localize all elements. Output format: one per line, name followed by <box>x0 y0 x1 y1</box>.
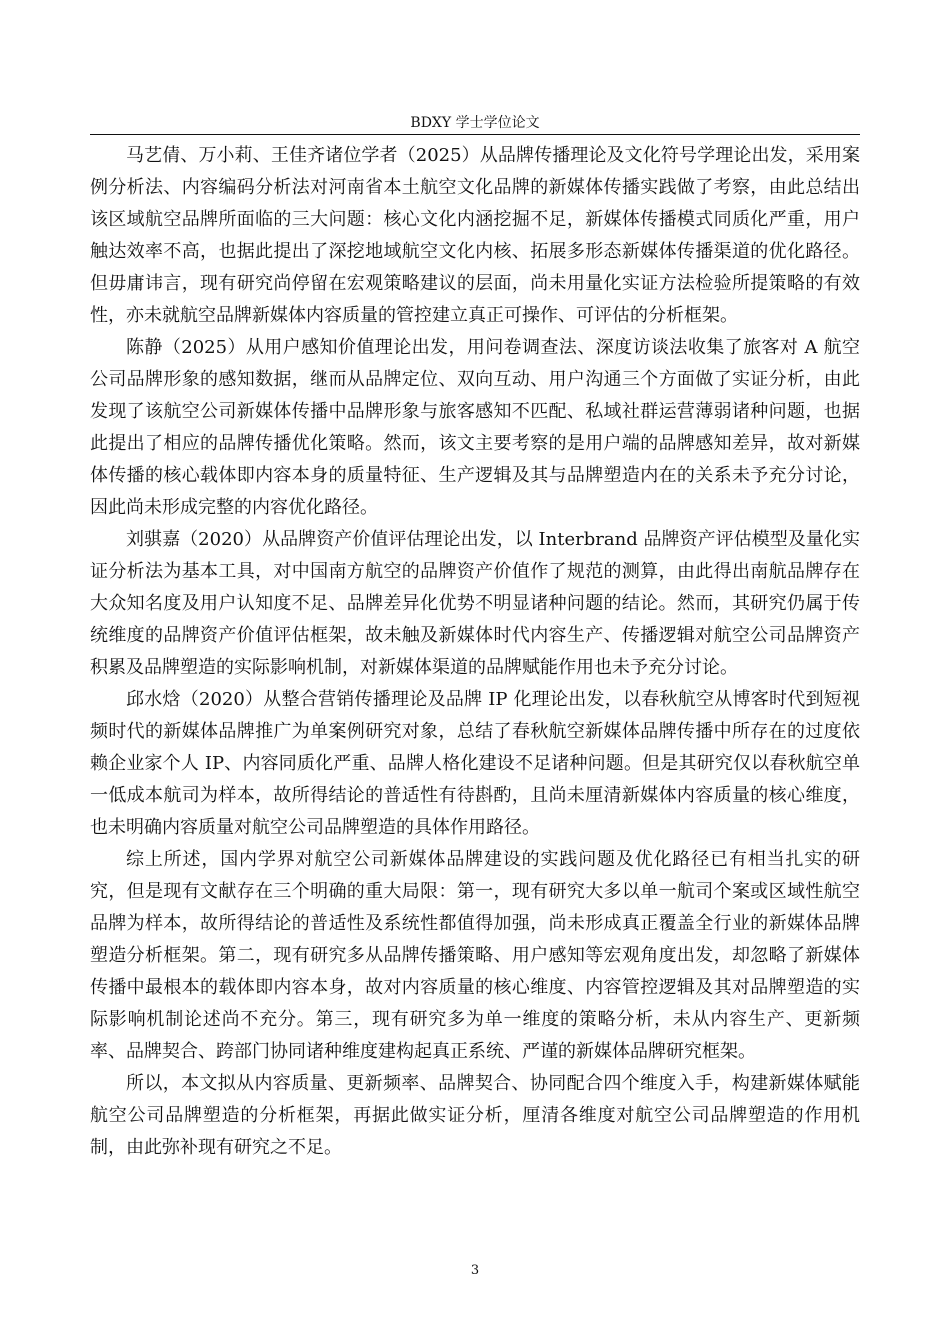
body-paragraph: 刘骐嘉（2020）从品牌资产价值评估理论出发，以 Interbrand 品牌资产评估模型及量化实证分析法为基本工具，对中国南方航空的品牌资产价值作了规范的测算，由此得出南航品牌存在大众知名度及用户认知度不足、品牌差异化优势不明显诸种问题的结论。然而，其研究仍属于传统维度的品牌资产价值评估框架，故未触及新媒体时代内容生产、传播逻辑对航空公司品牌资产积累及品牌塑造的实际影响机制，对新媒体渠道的品牌赋能作用也未予充分讨论。 <box>90 529 860 678</box>
page-number: 3 <box>470 1263 480 1278</box>
body-paragraph: 综上所述，国内学界对航空公司新媒体品牌建设的实践问题及优化路径已有相当扎实的研究，但是现有文献存在三个明确的重大局限：第一，现有研究大多以单一航司个案或区域性航空品牌为样本，故所得结论的普适性及系统性都值得加强，尚未形成真正覆盖全行业的新媒体品牌塑造分析框架。第二，现有研究多从品牌传播策略、用户感知等宏观角度出发，却忽略了新媒体传播中最根本的载体即内容本身，故对内容质量的核心维度、内容管控逻辑及其对品牌塑造的实际影响机制论述尚不充分。第三，现有研究多为单一维度的策略分析，未从内容生产、更新频率、品牌契合、跨部门协同诸种维度建构起真正系统、严谨的新媒体品牌研究框架。 <box>90 849 860 1062</box>
header-rule <box>90 134 860 135</box>
body-paragraph: 邱水焓（2020）从整合营销传播理论及品牌 IP 化理论出发，以春秋航空从博客时代到短视频时代的新媒体品牌推广为单案例研究对象，总结了春秋航空新媒体品牌传播中所存在的过度依赖企业家个人 IP、内容同质化严重、品牌人格化建设不足诸种问题。但是其研究仅以春秋航空单一低成本航司为样本，故所得结论的普适性有待斟酌，且尚未厘清新媒体内容质量的核心维度，也未明确内容质量对航空公司品牌塑造的具体作用路径。 <box>90 689 860 838</box>
document-body <box>90 140 860 1164</box>
body-paragraph: 所以，本文拟从内容质量、更新频率、品牌契合、协同配合四个维度入手，构建新媒体赋能航空公司品牌塑造的分析框架，再据此做实证分析，厘清各维度对航空公司品牌塑造的作用机制，由此弥补现有研究之不足。 <box>90 1073 860 1158</box>
page-header: BDXY 学士学位论文 <box>410 115 540 131</box>
body-paragraph: 陈静（2025）从用户感知价值理论出发，用问卷调查法、深度访谈法收集了旅客对 A 航空公司品牌形象的感知数据，继而从品牌定位、双向互动、用户沟通三个方面做了实证分析，由此发现了该航空公司新媒体传播中品牌形象与旅客感知不匹配、私域社群运营薄弱诸种问题，也据此提出了相应的品牌传播优化策略。然而，该文主要考察的是用户端的品牌感知差异，故对新媒体传播的核心载体即内容本身的质量特征、生产逻辑及其与品牌塑造内在的关系未予充分讨论，因此尚未形成完整的内容优化路径。 <box>90 337 860 518</box>
body-paragraph: 马艺倩、万小莉、王佳齐诸位学者（2025）从品牌传播理论及文化符号学理论出发，采用案例分析法、内容编码分析法对河南省本土航空文化品牌的新媒体传播实践做了考察，由此总结出该区域航空品牌所面临的三大问题：核心文化内涵挖掘不足，新媒体传播模式同质化严重，用户触达效率不高，也据此提出了深挖地域航空文化内核、拓展多形态新媒体传播渠道的优化路径。但毋庸讳言，现有研究尚停留在宏观策略建议的层面，尚未用量化实证方法检验所提策略的有效性，亦未就航空品牌新媒体内容质量的管控建立真正可操作、可评估的分析框架。 <box>90 145 860 326</box>
